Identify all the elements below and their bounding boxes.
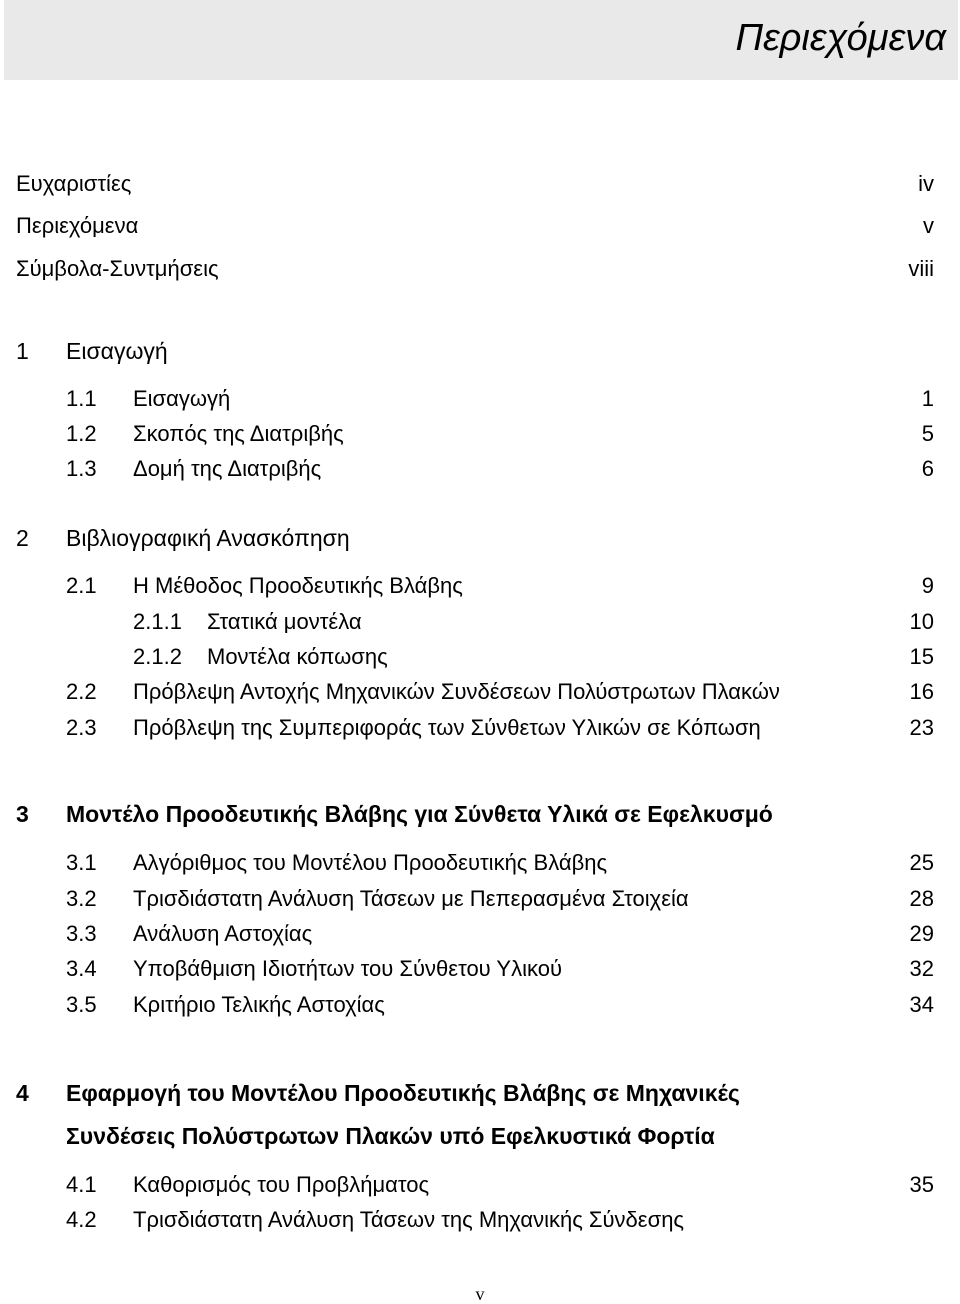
chapter-title[interactable]: Μοντέλο Προοδευτικής Βλάβης για Σύνθετα Υλικά σε Εφελκυσμό	[66, 801, 773, 827]
section-page: 34	[909, 992, 934, 1017]
section-title[interactable]: Η Μέθοδος Προοδευτικής Βλάβης	[133, 573, 463, 598]
section-title[interactable]: Υποβάθμιση Ιδιοτήτων του Σύνθετου Υλικού	[133, 956, 562, 981]
section-page: 25	[909, 850, 934, 875]
toc-page-acknowledgements: iv	[918, 171, 934, 196]
section-title[interactable]: Πρόβλεψη Αντοχής Μηχανικών Συνδέσεων Πολύστρωτων Πλακών	[133, 679, 780, 704]
section-title[interactable]: Πρόβλεψη της Συμπεριφοράς των Σύνθετων Υλικών σε Κόπωση	[133, 715, 761, 740]
section-page: 23	[909, 715, 934, 740]
chapter-title[interactable]: Εισαγωγή	[66, 338, 168, 364]
subsection-page: 15	[909, 644, 934, 669]
subsection-number: 2.1.2	[133, 644, 182, 669]
section-number: 2.3	[66, 715, 97, 740]
toc-entry-symbols[interactable]: Σύμβολα-Συντμήσεις	[16, 256, 219, 281]
section-page: 29	[909, 921, 934, 946]
section-title[interactable]: Τρισδιάστατη Ανάλυση Τάσεων της Μηχανικής Σύνδεσης	[133, 1207, 685, 1232]
subsection-page: 10	[909, 609, 934, 634]
chapter-number: 2	[16, 525, 29, 551]
section-title[interactable]: Καθορισμός του Προβλήματος	[133, 1172, 430, 1197]
page-title: Περιεχόμενα	[735, 17, 946, 59]
chapter-title[interactable]: Βιβλιογραφική Ανασκόπηση	[66, 525, 350, 551]
section-page: 35	[909, 1172, 934, 1197]
section-number: 2.1	[66, 573, 97, 598]
section-number: 1.1	[66, 386, 97, 411]
section-title[interactable]: Αλγόριθμος του Μοντέλου Προοδευτικής Βλάβης	[133, 850, 608, 875]
section-number: 4.2	[66, 1207, 97, 1232]
toc-entry-acknowledgements[interactable]: Ευχαριστίες	[16, 171, 132, 196]
page-number: v	[475, 1284, 485, 1304]
section-number: 1.2	[66, 421, 97, 446]
section-title[interactable]: Ανάλυση Αστοχίας	[133, 921, 313, 946]
header-band	[4, 0, 958, 80]
section-number: 3.5	[66, 992, 97, 1017]
toc-page-contents: v	[923, 213, 934, 238]
section-number: 1.3	[66, 456, 97, 481]
section-number: 2.2	[66, 679, 97, 704]
subsection-number: 2.1.1	[133, 609, 182, 634]
section-number: 3.1	[66, 850, 97, 875]
section-title[interactable]: Τρισδιάστατη Ανάλυση Τάσεων με Πεπερασμένα Στοιχεία	[133, 886, 689, 911]
section-page: 1	[921, 386, 934, 411]
section-page: 32	[909, 956, 934, 981]
section-page: 6	[921, 456, 934, 481]
section-page: 5	[921, 421, 934, 446]
chapter-number: 1	[16, 338, 29, 364]
section-title[interactable]: Δομή της Διατριβής	[133, 456, 322, 481]
subsection-title[interactable]: Μοντέλα κόπωσης	[207, 644, 388, 669]
toc-page-symbols: viii	[908, 256, 934, 281]
section-page: 16	[909, 679, 934, 704]
section-title[interactable]: Σκοπός της Διατριβής	[133, 421, 344, 446]
chapter-title-line-2[interactable]: Συνδέσεις Πολύστρωτων Πλακών υπό Εφελκυστικά Φορτία	[66, 1123, 715, 1149]
section-number: 3.2	[66, 886, 97, 911]
chapter-number: 3	[16, 801, 29, 827]
section-number: 4.1	[66, 1172, 97, 1197]
section-title[interactable]: Κριτήριο Τελικής Αστοχίας	[133, 992, 385, 1017]
toc-entry-contents[interactable]: Περιεχόμενα	[16, 213, 139, 238]
section-page: 9	[921, 573, 934, 598]
chapter-title-line-1[interactable]: Εφαρμογή του Μοντέλου Προοδευτικής Βλάβης σε Μηχανικές	[66, 1080, 740, 1106]
section-number: 3.4	[66, 956, 97, 981]
section-title[interactable]: Εισαγωγή	[133, 386, 231, 411]
subsection-title[interactable]: Στατικά μοντέλα	[207, 609, 362, 634]
section-number: 3.3	[66, 921, 97, 946]
section-page: 28	[909, 886, 934, 911]
chapter-number: 4	[16, 1080, 29, 1106]
